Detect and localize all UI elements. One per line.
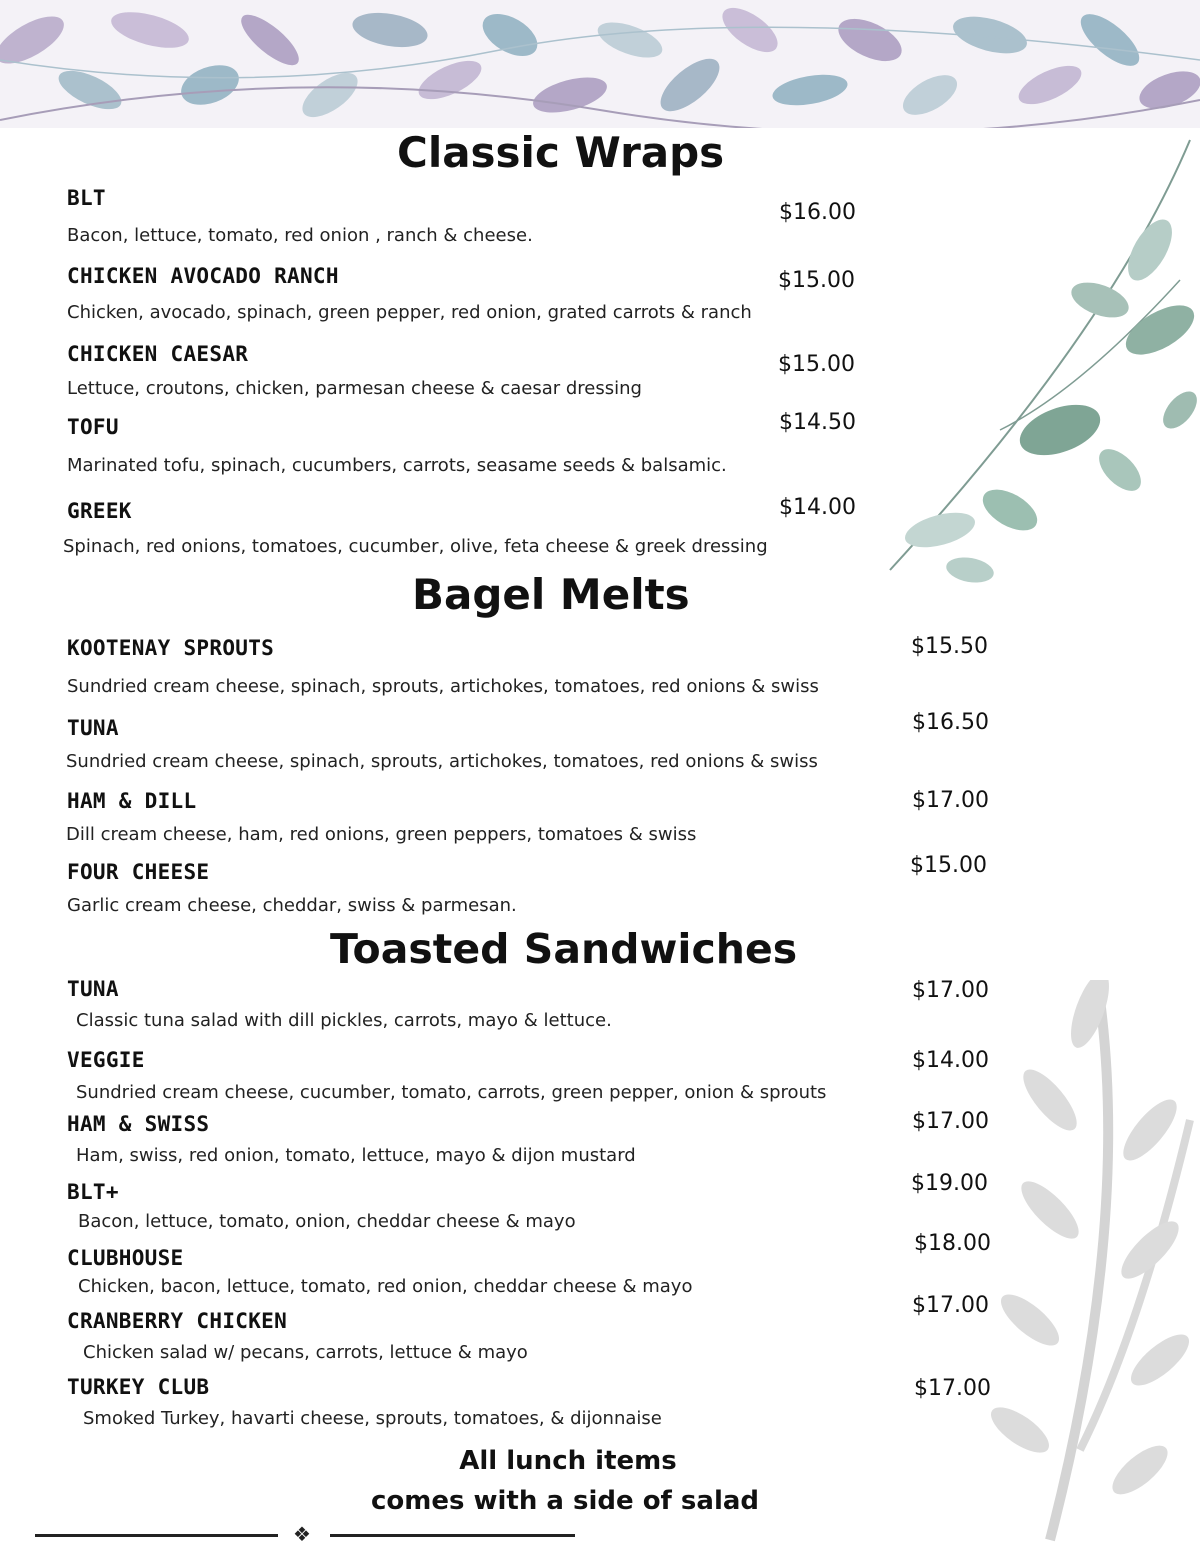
item-price: $16.00 [779, 200, 856, 225]
item-description: Smoked Turkey, havarti cheese, sprouts, tomatoes, & dijonnaise [83, 1408, 662, 1429]
item-price: $18.00 [914, 1231, 991, 1256]
item-name: KOOTENAY SPROUTS [67, 636, 275, 660]
footer-note-line-2: comes with a side of salad [370, 1486, 760, 1516]
item-name: TOFU [67, 415, 119, 439]
item-name: TUNA [67, 977, 119, 1001]
item-description: Ham, swiss, red onion, tomato, lettuce, mayo & dijon mustard [76, 1145, 636, 1166]
item-name: TUNA [67, 716, 119, 740]
item-price: $17.00 [912, 1109, 989, 1134]
item-name: CLUBHOUSE [67, 1246, 184, 1270]
item-price: $15.00 [778, 268, 855, 293]
item-name: HAM & SWISS [67, 1112, 210, 1136]
diamond-ornament-icon: ❖ [293, 1522, 311, 1546]
item-price: $17.00 [912, 788, 989, 813]
section-title-classic-wraps: Classic Wraps [397, 128, 725, 177]
item-name: BLT [67, 186, 106, 210]
divider-right [330, 1534, 575, 1537]
green-leaves-decoration [860, 130, 1200, 610]
divider-left [35, 1534, 278, 1537]
item-price: $14.50 [779, 410, 856, 435]
item-description: Marinated tofu, spinach, cucumbers, carrots, seasame seeds & balsamic. [67, 455, 727, 476]
item-description: Sundried cream cheese, cucumber, tomato, carrots, green pepper, onion & sprouts [76, 1082, 827, 1103]
item-name: GREEK [67, 499, 132, 523]
item-name: CHICKEN AVOCADO RANCH [67, 264, 339, 288]
item-description: Chicken, bacon, lettuce, tomato, red onion, cheddar cheese & mayo [78, 1276, 693, 1297]
item-description: Sundried cream cheese, spinach, sprouts, artichokes, tomatoes, red onions & swiss [66, 751, 818, 772]
item-description: Spinach, red onions, tomatoes, cucumber, olive, feta cheese & greek dressing [63, 536, 768, 557]
leaf-banner-decoration [0, 0, 1200, 128]
item-price: $15.00 [778, 352, 855, 377]
item-description: Dill cream cheese, ham, red onions, green peppers, tomatoes & swiss [66, 824, 697, 845]
item-description: Classic tuna salad with dill pickles, carrots, mayo & lettuce. [76, 1010, 612, 1031]
item-name: TURKEY CLUB [67, 1375, 210, 1399]
item-description: Bacon, lettuce, tomato, onion, cheddar cheese & mayo [78, 1211, 576, 1232]
item-price: $17.00 [914, 1376, 991, 1401]
item-price: $14.00 [912, 1048, 989, 1073]
item-description: Chicken, avocado, spinach, green pepper, red onion, grated carrots & ranch [67, 302, 752, 323]
item-price: $19.00 [911, 1171, 988, 1196]
item-name: VEGGIE [67, 1048, 145, 1072]
section-title-bagel-melts: Bagel Melts [412, 570, 690, 619]
item-name: HAM & DILL [67, 789, 197, 813]
item-price: $16.50 [912, 710, 989, 735]
item-description: Chicken salad w/ pecans, carrots, lettuce & mayo [83, 1342, 528, 1363]
item-name: CHICKEN CAESAR [67, 342, 249, 366]
item-price: $15.50 [911, 634, 988, 659]
item-price: $15.00 [910, 853, 987, 878]
item-description: Garlic cream cheese, cheddar, swiss & parmesan. [67, 895, 517, 916]
item-name: CRANBERRY CHICKEN [67, 1309, 288, 1333]
grey-leaves-decoration [990, 980, 1200, 1553]
item-name: FOUR CHEESE [67, 860, 210, 884]
item-description: Lettuce, croutons, chicken, parmesan cheese & caesar dressing [67, 378, 642, 399]
section-title-toasted-sandwiches: Toasted Sandwiches [330, 925, 798, 973]
item-price: $17.00 [912, 1293, 989, 1318]
item-price: $17.00 [912, 978, 989, 1003]
item-description: Sundried cream cheese, spinach, sprouts, artichokes, tomatoes, red onions & swiss [67, 676, 819, 697]
footer-note-line-1: All lunch items [459, 1446, 677, 1476]
item-price: $14.00 [779, 495, 856, 520]
item-description: Bacon, lettuce, tomato, red onion , ranch & cheese. [67, 225, 533, 246]
item-name: BLT+ [67, 1180, 119, 1204]
